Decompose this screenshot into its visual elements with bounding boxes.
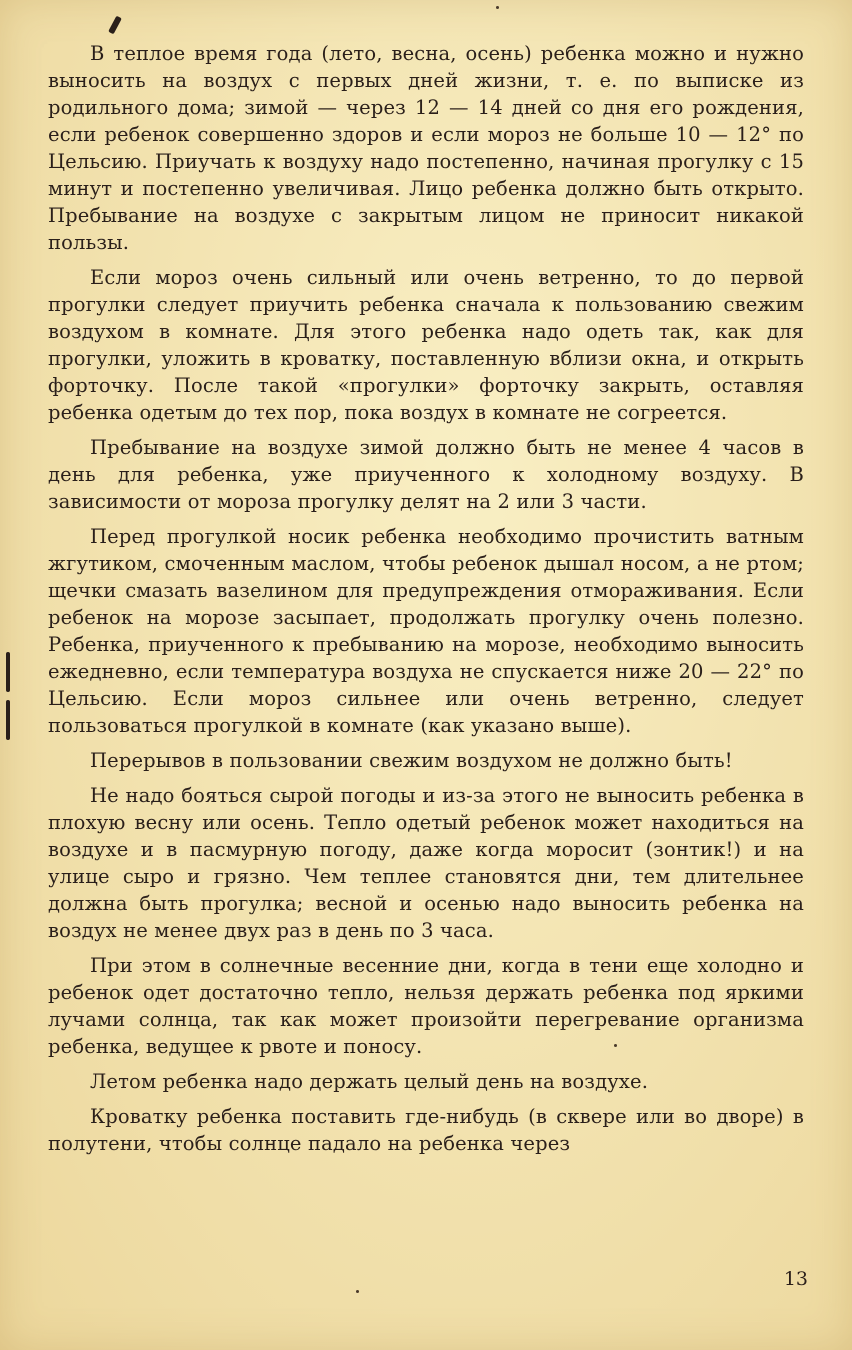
ink-speck (496, 6, 499, 9)
paragraph: При этом в солнечные весенние дни, когда в тени еще холодно и ребенок одет достаточно тепло, нельзя держать ребенка под яркими лучами солнца, так как может произойти перегревание организма ребенка, ведущее к рвоте и поносу. (48, 954, 804, 1058)
paragraph: Не надо бояться сырой погоды и из-за этого не выносить ребенка в плохую весну или осень. Тепло одетый ребенок может находиться на воздухе и в пасмурную погоду, даже когда моросит (зонтик!) и на улице сыро и грязно. Чем теплее становятся дни, тем длительнее должна быть прогулка; весной и осенью надо выносить ребенка на воздух не менее двух раз в день по 3 часа. (48, 784, 804, 942)
paragraph: В теплое время года (лето, весна, осень) ребенка можно и нужно выносить на воздух с первых дней жизни, т. е. по выписке из родильного дома; зимой — через 12 — 14 дней со дня его рождения, если ребенок совершенно здоров и если мороз не больше 10 — 12° по Цельсию. Приучать к воздуху надо постепенно, начиная прогулку с 15 минут и постепенно увеличивая. Лицо ребенка должно быть открыто. Пребывание на воздухе с закрытым лицом не приносит никакой пользы. (48, 42, 804, 254)
paragraph: Кроватку ребенка поставить где-нибудь (в сквере или во дворе) в полутени, чтобы солнце падало на ребенка через (48, 1105, 804, 1155)
paragraph: Пребывание на воздухе зимой должно быть не менее 4 часов в день для ребенка, уже приученного к холодному воздуху. В зависимости от мороза прогулку делят на 2 или 3 части. (48, 436, 804, 513)
ink-mark (108, 16, 122, 35)
main-text (48, 40, 804, 1165)
ink-speck (356, 1290, 359, 1293)
paragraph: Перед прогулкой носик ребенка необходимо прочистить ватным жгутиком, смоченным маслом, чтобы ребенок дышал носом, а не ртом; щечки смазать вазелином для предупреждения отмораживания. Если ребенок на морозе засыпает, продолжать прогулку очень полезно. Ребенка, приученного к пребыванию на морозе, необходимо выносить ежедневно, если температура воздуха не спускается ниже 20 — 22° по Цельсию. Если мороз сильнее или очень ветренно, следует пользоваться прогулкой в комнате (как указано выше). (48, 525, 804, 737)
page-number: 13 (783, 1268, 808, 1290)
margin-mark (6, 700, 10, 740)
paragraph: Перерывов в пользовании свежим воздухом не должно быть! (90, 749, 733, 772)
paragraph: Если мороз очень сильный или очень ветренно, то до первой прогулки следует приучить ребенка сначала к пользованию свежим воздухом в комнате. Для этого ребенка надо одеть так, как для прогулки, уложить в кроватку, поставленную вблизи окна, и открыть форточку. После такой «прогулки» форточку закрыть, оставляя ребенка одетым до тех пор, пока воздух в комнате не согреется. (48, 266, 804, 424)
margin-mark (6, 652, 10, 692)
paragraph: Летом ребенка надо держать целый день на воздухе. (90, 1070, 649, 1093)
